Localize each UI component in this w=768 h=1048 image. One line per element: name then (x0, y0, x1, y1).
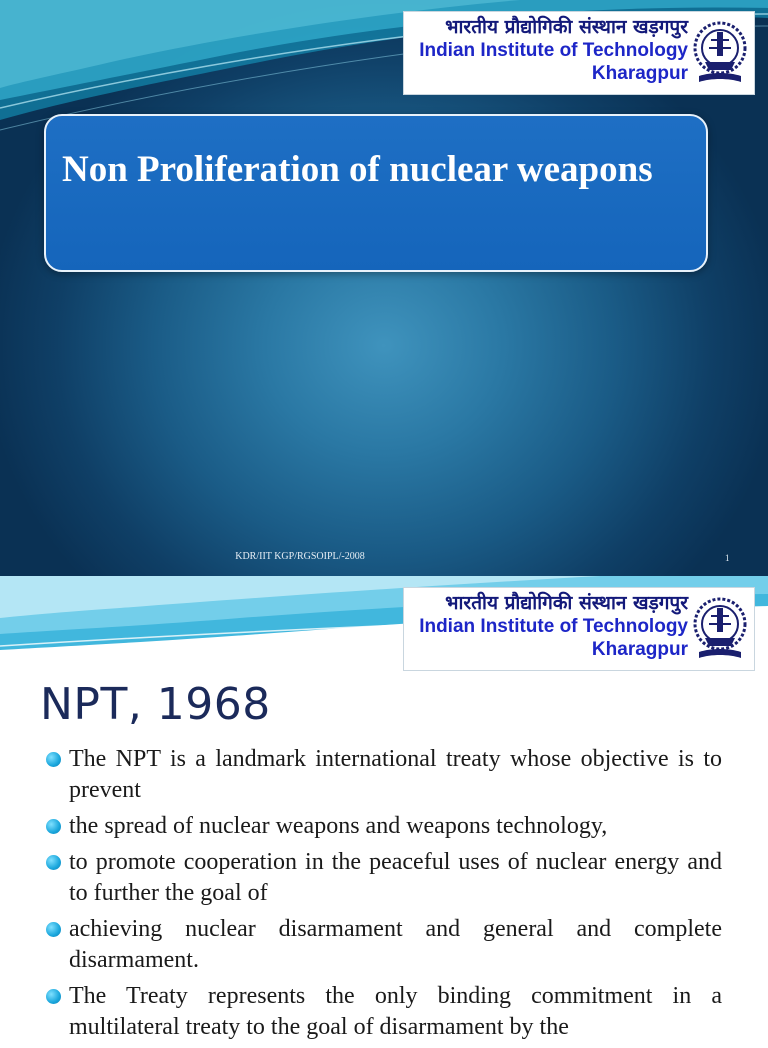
slide-heading: NPT, 1968 (40, 679, 271, 730)
bullet-text: the spread of nuclear weapons and weapons technology, (69, 813, 608, 839)
list-item (46, 744, 722, 806)
bullet-dot-icon (46, 752, 61, 767)
logo-hindi-text: भारतीय प्रौद्योगिकी संस्थान खड़गपुर (445, 16, 688, 38)
iit-kharagpur-emblem-icon (691, 18, 749, 88)
iit-kharagpur-emblem-icon (691, 594, 749, 664)
slide-page-number: 1 (725, 553, 730, 563)
institute-logo (403, 587, 755, 671)
slide-title: Non Proliferation of nuclear weapons (62, 149, 653, 190)
bullet-dot-icon (46, 819, 61, 834)
logo-english-line2: Kharagpur (591, 639, 688, 660)
bullet-dot-icon (46, 855, 61, 870)
logo-english-line1: Indian Institute of Technology (419, 616, 688, 637)
slide-footer: KDR/IIT KGP/RGSOIPL/-2008 (235, 551, 365, 562)
bullet-dot-icon (46, 989, 61, 1004)
list-item (46, 847, 722, 909)
logo-hindi-text: भारतीय प्रौद्योगिकी संस्थान खड़गपुर (445, 592, 688, 614)
bullet-list (46, 744, 722, 1048)
list-item (46, 914, 722, 976)
logo-english-line1: Indian Institute of Technology (419, 40, 688, 61)
list-item (46, 981, 722, 1043)
bullet-text: to promote cooperation in the peaceful uses of nuclear energy and to further the goal of (69, 849, 722, 906)
institute-logo (403, 11, 755, 95)
list-item (46, 811, 722, 842)
logo-english-line2: Kharagpur (591, 63, 688, 84)
bullet-text: achieving nuclear disarmament and general and complete disarmament. (69, 916, 722, 973)
bullet-text: The Treaty represents the only binding commitment in a multilateral treaty to the goal of disarmament by the (69, 983, 722, 1040)
bullet-text: The NPT is a landmark international treaty whose objective is to prevent (69, 746, 722, 803)
bullet-dot-icon (46, 922, 61, 937)
title-box (44, 114, 708, 272)
